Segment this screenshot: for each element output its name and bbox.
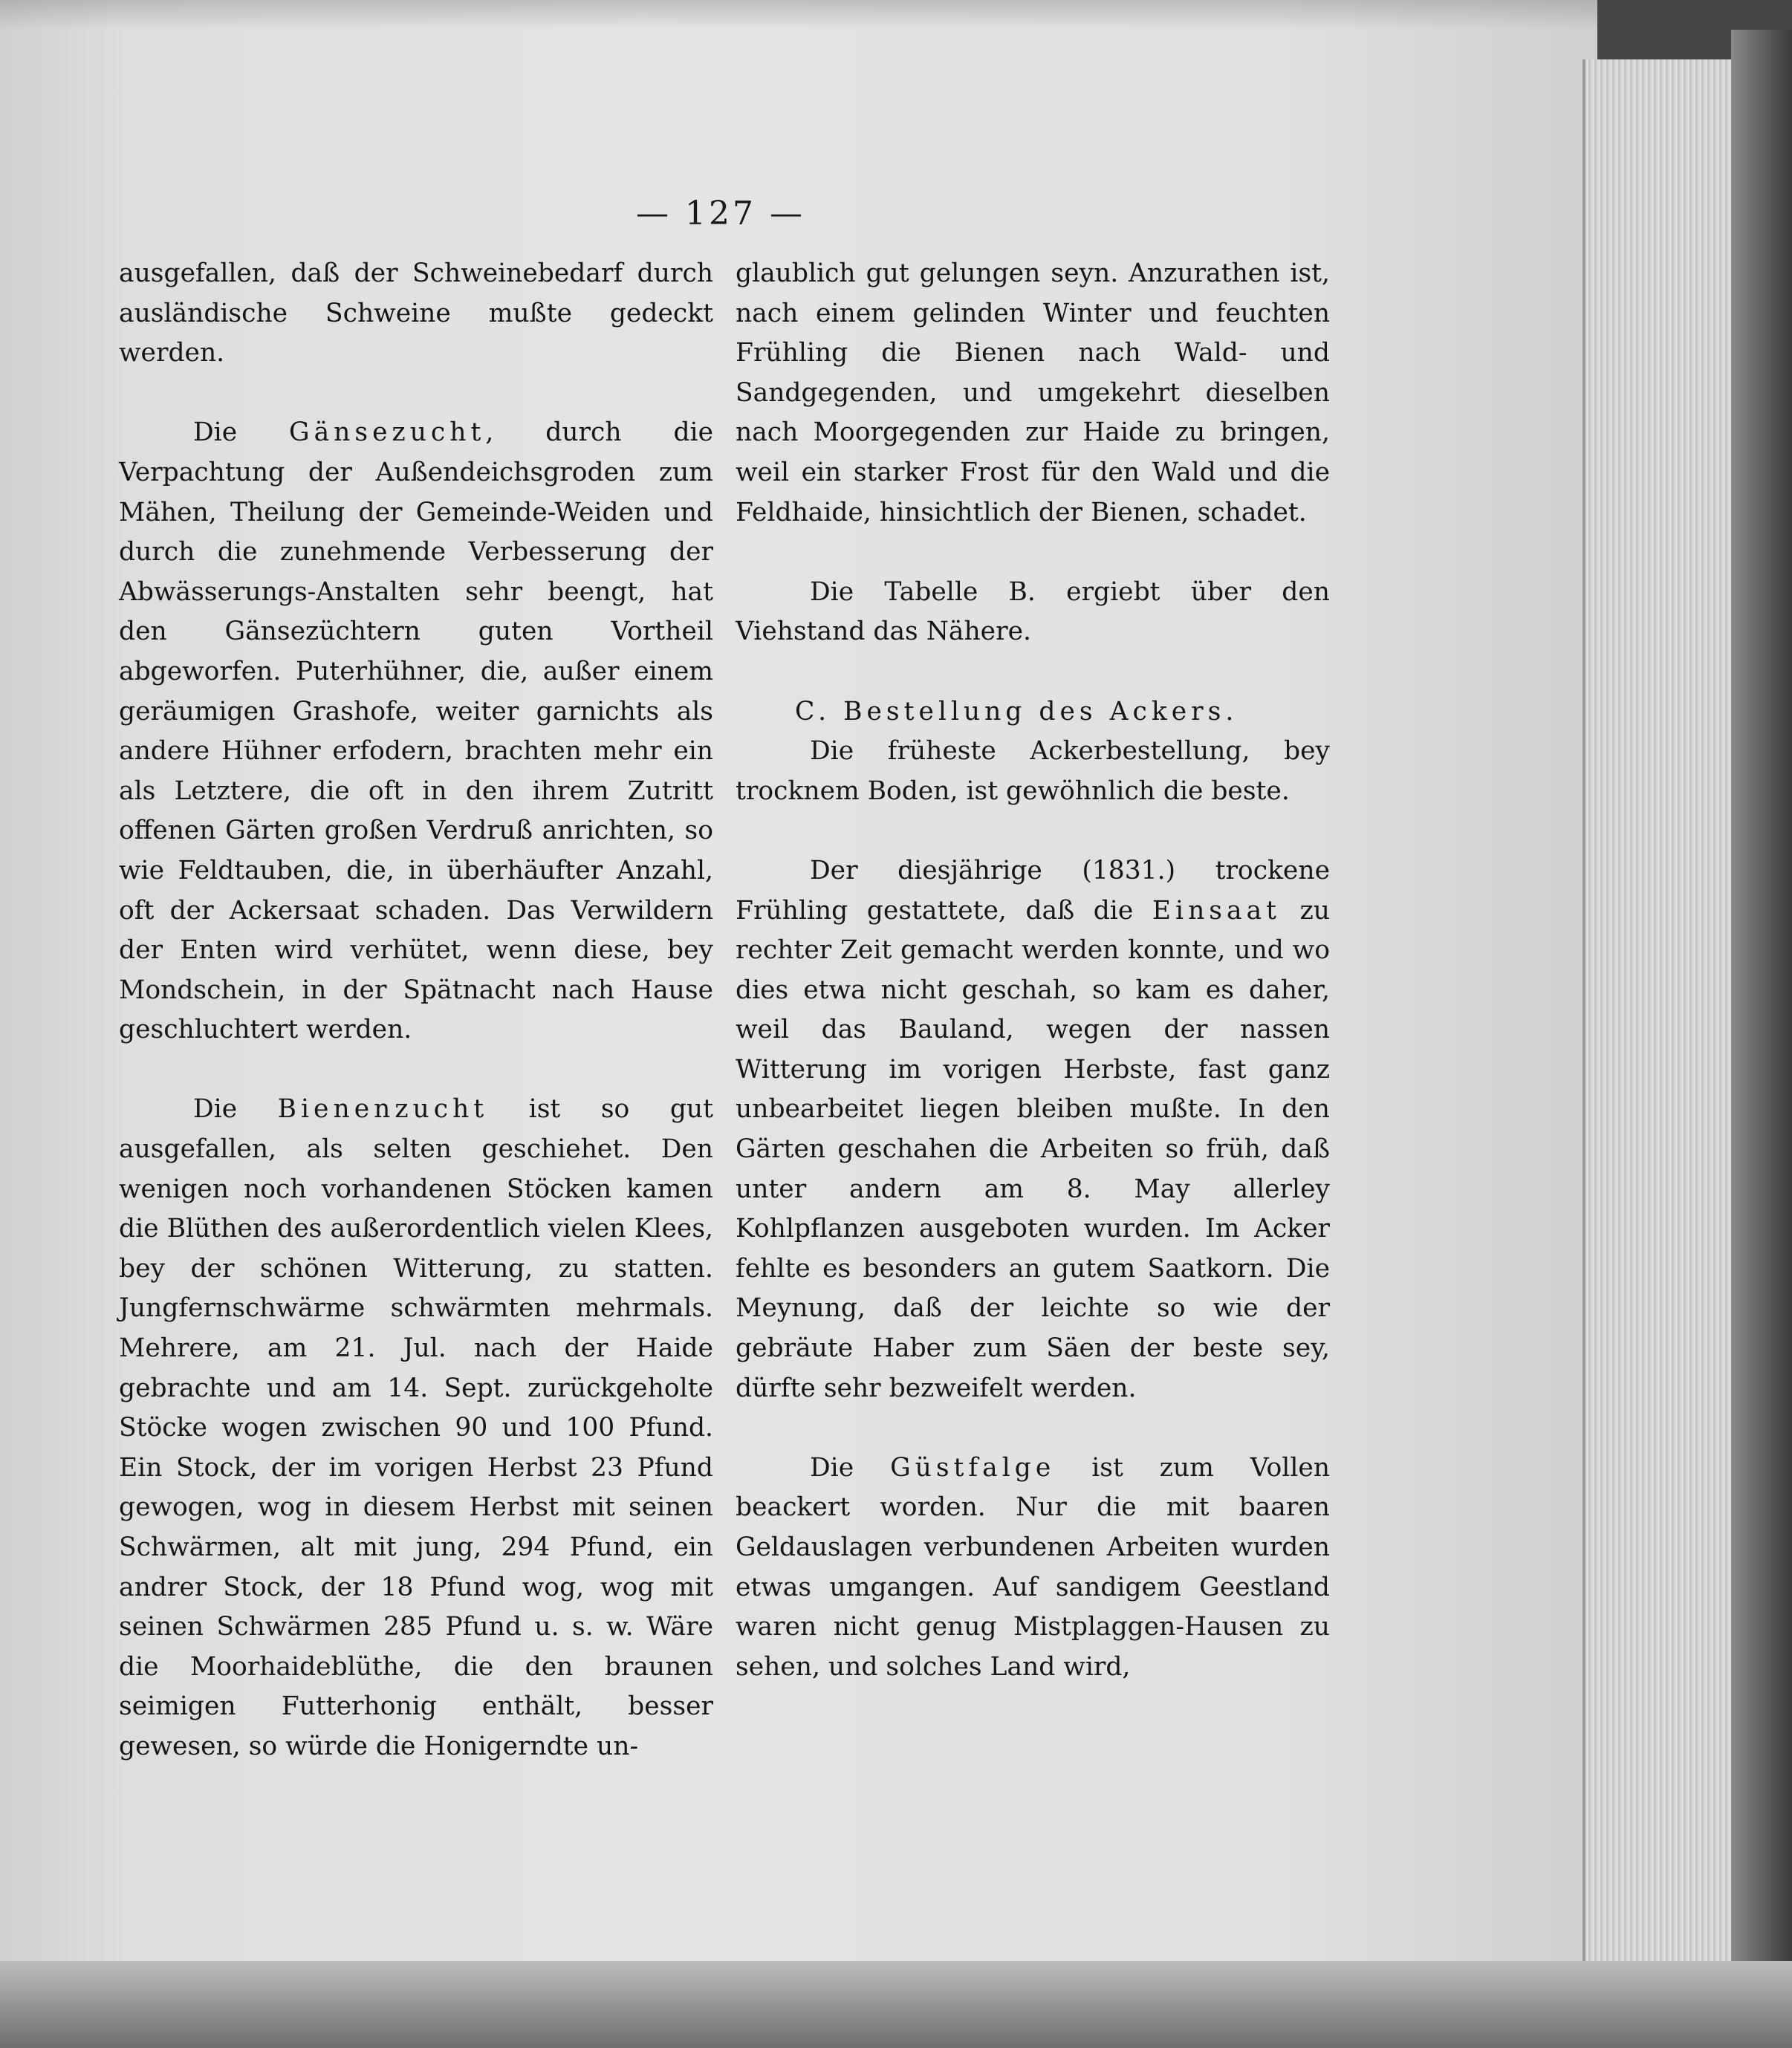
term-guestfalge: Güstfalge [890, 1452, 1056, 1483]
lead-word: Die [810, 1452, 854, 1483]
top-shadow [0, 0, 1597, 30]
paragraph-fallow-text: ist zum Vollen beackert worden. Nur die mit baaren Geldauslagen verbundenen Arbeiten wurden etwas umgangen. Auf sandigem Geestland waren nicht genug Mistplaggen-Hausen zu sehen, und solches Land wird, [736, 1452, 1331, 1682]
paragraph-sowing-text: zu rechter Zeit gemacht werden konnte, und wo dies etwa nicht geschah, so kam es daher, weil das Bauland, wegen der nassen Witterung im vorigen Herbste, fast ganz unbearbeitet liegen bleiben mußte. In den Gärten geschahen die Arbeiten so früh, daß unter andern am 8. May allerley Kohlpflanzen ausgeboten wurden. Im Acker fehlte es besonders an gutem Saatkorn. Die Meynung, daß der leichte so wie der gebräute Haber zum Säen der beste sey, dürfte sehr bezweifelt werden. [736, 895, 1330, 1403]
paragraph-geese [119, 413, 713, 1050]
paragraph-bees [119, 1090, 713, 1766]
term-bienenzucht: Bienenzucht [277, 1094, 489, 1125]
lead-word: Die [193, 1094, 238, 1125]
right-column [736, 254, 1330, 1687]
page-number: — 127 — [636, 195, 805, 233]
book-cover-edge [1731, 30, 1792, 2021]
paragraph-table-b: Die Tabelle B. ergiebt über den Viehstand das Nähere. [736, 576, 1330, 647]
lead-word: Die [193, 417, 238, 448]
page-bottom-shadow [0, 1961, 1792, 2048]
paragraph-sowing-lead: Der diesjährige (1831.) trockene Frühling gestattete, daß die [736, 855, 1330, 926]
section-heading: C. Bestellung des Ackers. [795, 696, 1239, 726]
paragraph-bees-continued: glaublich gut gelungen seyn. Anzurathen ist, nach einem gelinden Winter und feuchten Frühling die Bienen nach Wald- und Sandgegenden, und umgekehrt dieselben nach Moorgegenden zur Haide zu bringen, weil ein starker Frost für den Wald und die Feldhaide, hinsichtlich der Bienen, schadet. [736, 259, 1330, 527]
paragraph-fallow [736, 1449, 1330, 1688]
left-column [119, 254, 713, 1767]
term-gaensezucht: Gänsezucht [289, 417, 486, 448]
paragraph-earliest-tillage: Die früheste Ackerbestellung, bey trocknem Boden, ist gewöhnlich die beste. [736, 736, 1330, 806]
paragraph-geese-text: , durch die Verpachtung der Außendeichsgroden zum Mähen, Theilung der Gemeinde-Weiden und durch die zunehmende Verbesserung der Abwässerungs-Anstalten sehr beengt, hat den Gänsezüchtern guten Vortheil abgeworfen. Puterhühner, die, außer einem geräumigen Grashofe, weiter garnichts als andere Hühner erfodern, brachten mehr ein als Letztere, die oft in den ihrem Zutritt offenen Gärten großen Verdruß anrichten, so wie Feldtauben, die, in überhäufter Anzahl, oft der Ackersaat schaden. Das Verwildern der Enten wird verhütet, wenn diese, bey Mondschein, in der Spätnacht nach Hause geschluchtert werden. [119, 417, 713, 1045]
term-einsaat: Einsaat [1152, 895, 1282, 926]
paragraph-sowing [736, 851, 1330, 1408]
paragraph-swine: ausgefallen, daß der Schweinebedarf durch ausländische Schweine mußte gedeckt werden. [119, 259, 713, 368]
paragraph-bees-text: ist so gut ausgefallen, als selten geschiehet. Den wenigen noch vorhandenen Stöcken kamen die Blüthen des außerordentlich vielen Klees, bey der schönen Witterung, zu statten. Jungfernschwärme schwärmten mehrmals. Mehrere, am 21. Jul. nach der Haide gebrachte und am 14. Sept. zurückgeholte Stöcke wogen zwischen 90 und 100 Pfund. Ein Stock, der im vorigen Herbst 23 Pfund gewogen, wog in diesem Herbst mit seinen Schwärmen, alt mit jung, 294 Pfund, ein andrer Stock, der 18 Pfund wog, wog mit seinen Schwärmen 285 Pfund u. s. w. Wäre die Moorhaideblüthe, die den braunen seimigen Futterhonig enthält, besser gewesen, so würde die Honigerndte un- [119, 1094, 713, 1761]
